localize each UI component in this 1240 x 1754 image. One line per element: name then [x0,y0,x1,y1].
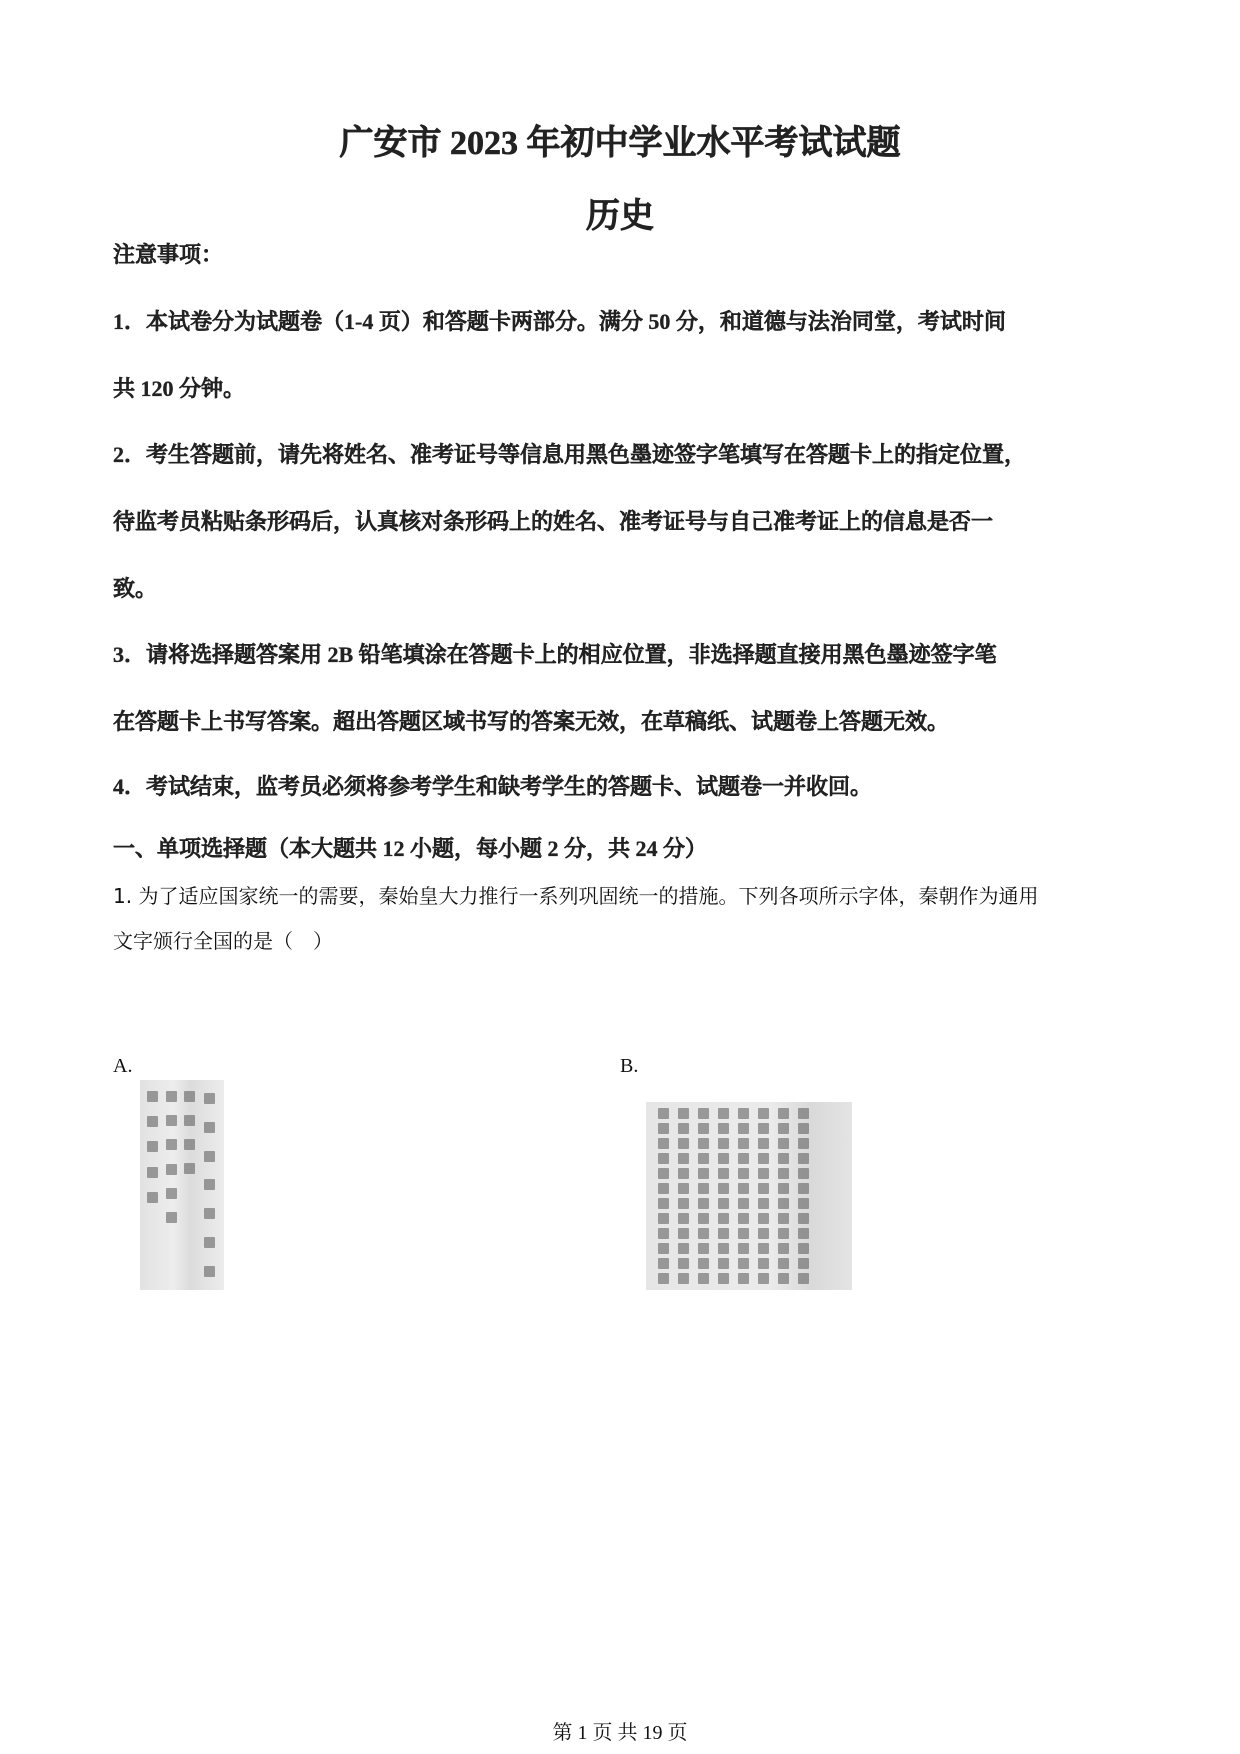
notice-item-1-line-2: 共 120 分钟。 [113,376,246,401]
option-a-label: A. [113,1055,133,1077]
notice-item-2-line-1: 2．考生答题前，请先将姓名、准考证号等信息用黑色墨迹签字笔填写在答题卡上的指定位置， [113,442,1027,467]
notice-item-3-line-1: 3．请将选择题答案用 2B 铅笔填涂在答题卡上的相应位置，非选择题直接用黑色墨迹签字笔 [113,642,997,667]
notice-heading: 注意事项： [113,242,224,267]
subject-title: 历史 [586,198,654,235]
notice-item-1-line-1: 1．本试卷分为试题卷（1-4 页）和答题卡两部分。满分 50 分，和道德与法治同堂，考试时间 [113,309,1006,334]
page-indicator: 第 1 页 共 19 页 [552,1722,688,1744]
notice-item-2-line-3: 致。 [113,576,158,601]
notice-item-4-line-1: 4．考试结束，监考员必须将参考学生和缺考学生的答题卡、试题卷一并收回。 [113,774,873,799]
option-b-label: B. [620,1055,639,1077]
question-1-stem-line-2: 文字颁行全国的是（ ） [113,929,333,953]
exam-title: 广安市 2023 年初中学业水平考试试题 [339,125,901,162]
option-a-calligraphy-image [140,1080,224,1290]
notice-item-2-line-2: 待监考员粘贴条形码后，认真核对条形码上的姓名、准考证号与自己准考证上的信息是否一 [113,509,994,534]
question-1-stem-line-1: 1. 为了适应国家统一的需要，秦始皇大力推行一系列巩固统一的措施。下列各项所示字体，秦朝作为通用 [113,884,1039,908]
section-heading: 一、单项选择题（本大题共 12 小题，每小题 2 分，共 24 分） [113,836,708,861]
option-b-calligraphy-image [646,1102,852,1290]
notice-item-3-line-2: 在答题卡上书写答案。超出答题区域书写的答案无效，在草稿纸、试题卷上答题无效。 [113,709,950,734]
